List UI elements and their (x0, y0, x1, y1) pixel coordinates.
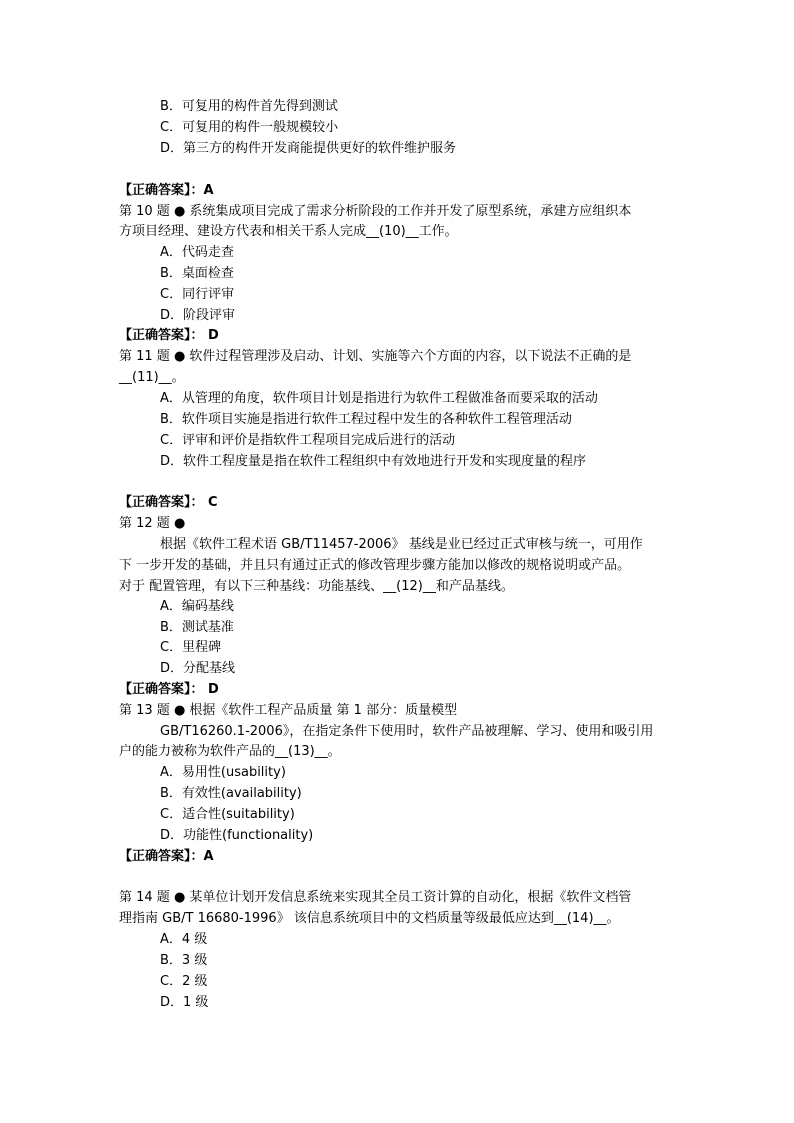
q11-option-a: A．从管理的角度，软件项目计划是指进行为软件工程做准备而要采取的活动 (160, 391, 598, 406)
q13-answer: 【正确答案】：A (119, 849, 214, 864)
q13-option-a: A．易用性(usability) (160, 765, 286, 780)
q9-option-d: D．第三方的构件开发商能提供更好的软件维护服务 (160, 141, 457, 156)
q11-option-c: C．评审和评价是指软件工程项目完成后进行的活动 (160, 433, 456, 448)
q11-option-d: D．软件工程度量是指在软件工程组织中有效地进行开发和实现度量的程序 (160, 454, 587, 469)
q13-stem-line2: GB/T16260.1-2006》，在指定条件下使用时，软件产品被理解、学习、使用和吸引用 (160, 724, 654, 739)
q11-stem-line1: 第 11 题 ● 软件过程管理涉及启动、计划、实施等六个方面的内容，以下说法不正确的是 (119, 349, 632, 364)
q10-option-b: B．桌面检查 (160, 266, 234, 281)
q13-stem-line3: 户的能力被称为软件产品的__(13)__。 (119, 744, 341, 759)
q14-stem-line2: 理指南 GB/T 16680-1996》 该信息系统项目中的文档质量等级最低应达到__(14)__。 (119, 911, 620, 926)
q9-answer: 【正确答案】：A (119, 183, 214, 198)
q11-option-b: B．软件项目实施是指进行软件工程过程中发生的各种软件工程管理活动 (160, 412, 572, 427)
q12-stem-line2: 根据《软件工程术语 GB/T11457-2006》 基线是业已经过正式审核与统一，可用作 (160, 537, 643, 552)
q10-option-c: C．同行评审 (160, 287, 235, 302)
q12-stem-line1: 第 12 题 ● (119, 516, 186, 531)
q12-option-c: C．里程碑 (160, 640, 222, 655)
q14-option-a: A．4 级 (160, 932, 208, 947)
q12-answer: 【正确答案】： D (119, 682, 219, 697)
q14-option-c: C．2 级 (160, 974, 208, 989)
q14-stem-line1: 第 14 题 ● 某单位计划开发信息系统来实现其全员工资计算的自动化，根据《软件文档管 (119, 890, 632, 905)
q9-option-b: B．可复用的构件首先得到测试 (160, 99, 338, 114)
q10-option-d: D．阶段评审 (160, 308, 236, 323)
q12-stem-line3: 下 一步开发的基础，并且只有通过正式的修改管理步骤方能加以修改的规格说明或产品。 (119, 558, 631, 573)
q13-option-c: C．适合性(suitability) (160, 807, 295, 822)
q9-option-c: C．可复用的构件一般规模较小 (160, 120, 339, 135)
q10-option-a: A．代码走查 (160, 245, 234, 260)
q14-option-d: D．1 级 (160, 995, 209, 1010)
q14-option-b: B．3 级 (160, 953, 208, 968)
q13-stem-line1: 第 13 题 ● 根据《软件工程产品质量 第 1 部分：质量模型 (119, 703, 458, 718)
q10-answer: 【正确答案】： D (119, 328, 219, 343)
q12-option-b: B．测试基准 (160, 620, 234, 635)
q13-option-d: D．功能性(functionality) (160, 828, 314, 843)
q12-option-a: A．编码基线 (160, 599, 234, 614)
q12-option-d: D．分配基线 (160, 661, 236, 676)
q11-answer: 【正确答案】： C (119, 495, 218, 510)
q12-stem-line4: 对于 配置管理，有以下三种基线：功能基线、__(12)__和产品基线。 (119, 579, 514, 594)
q10-stem-line2: 方项目经理、建设方代表和相关干系人完成__(10)__工作。 (119, 224, 458, 239)
q11-stem-line2: __(11)__。 (119, 370, 185, 385)
q13-option-b: B．有效性(availability) (160, 786, 302, 801)
q10-stem-line1: 第 10 题 ● 系统集成项目完成了需求分析阶段的工作并开发了原型系统，承建方应组织本 (119, 204, 632, 219)
